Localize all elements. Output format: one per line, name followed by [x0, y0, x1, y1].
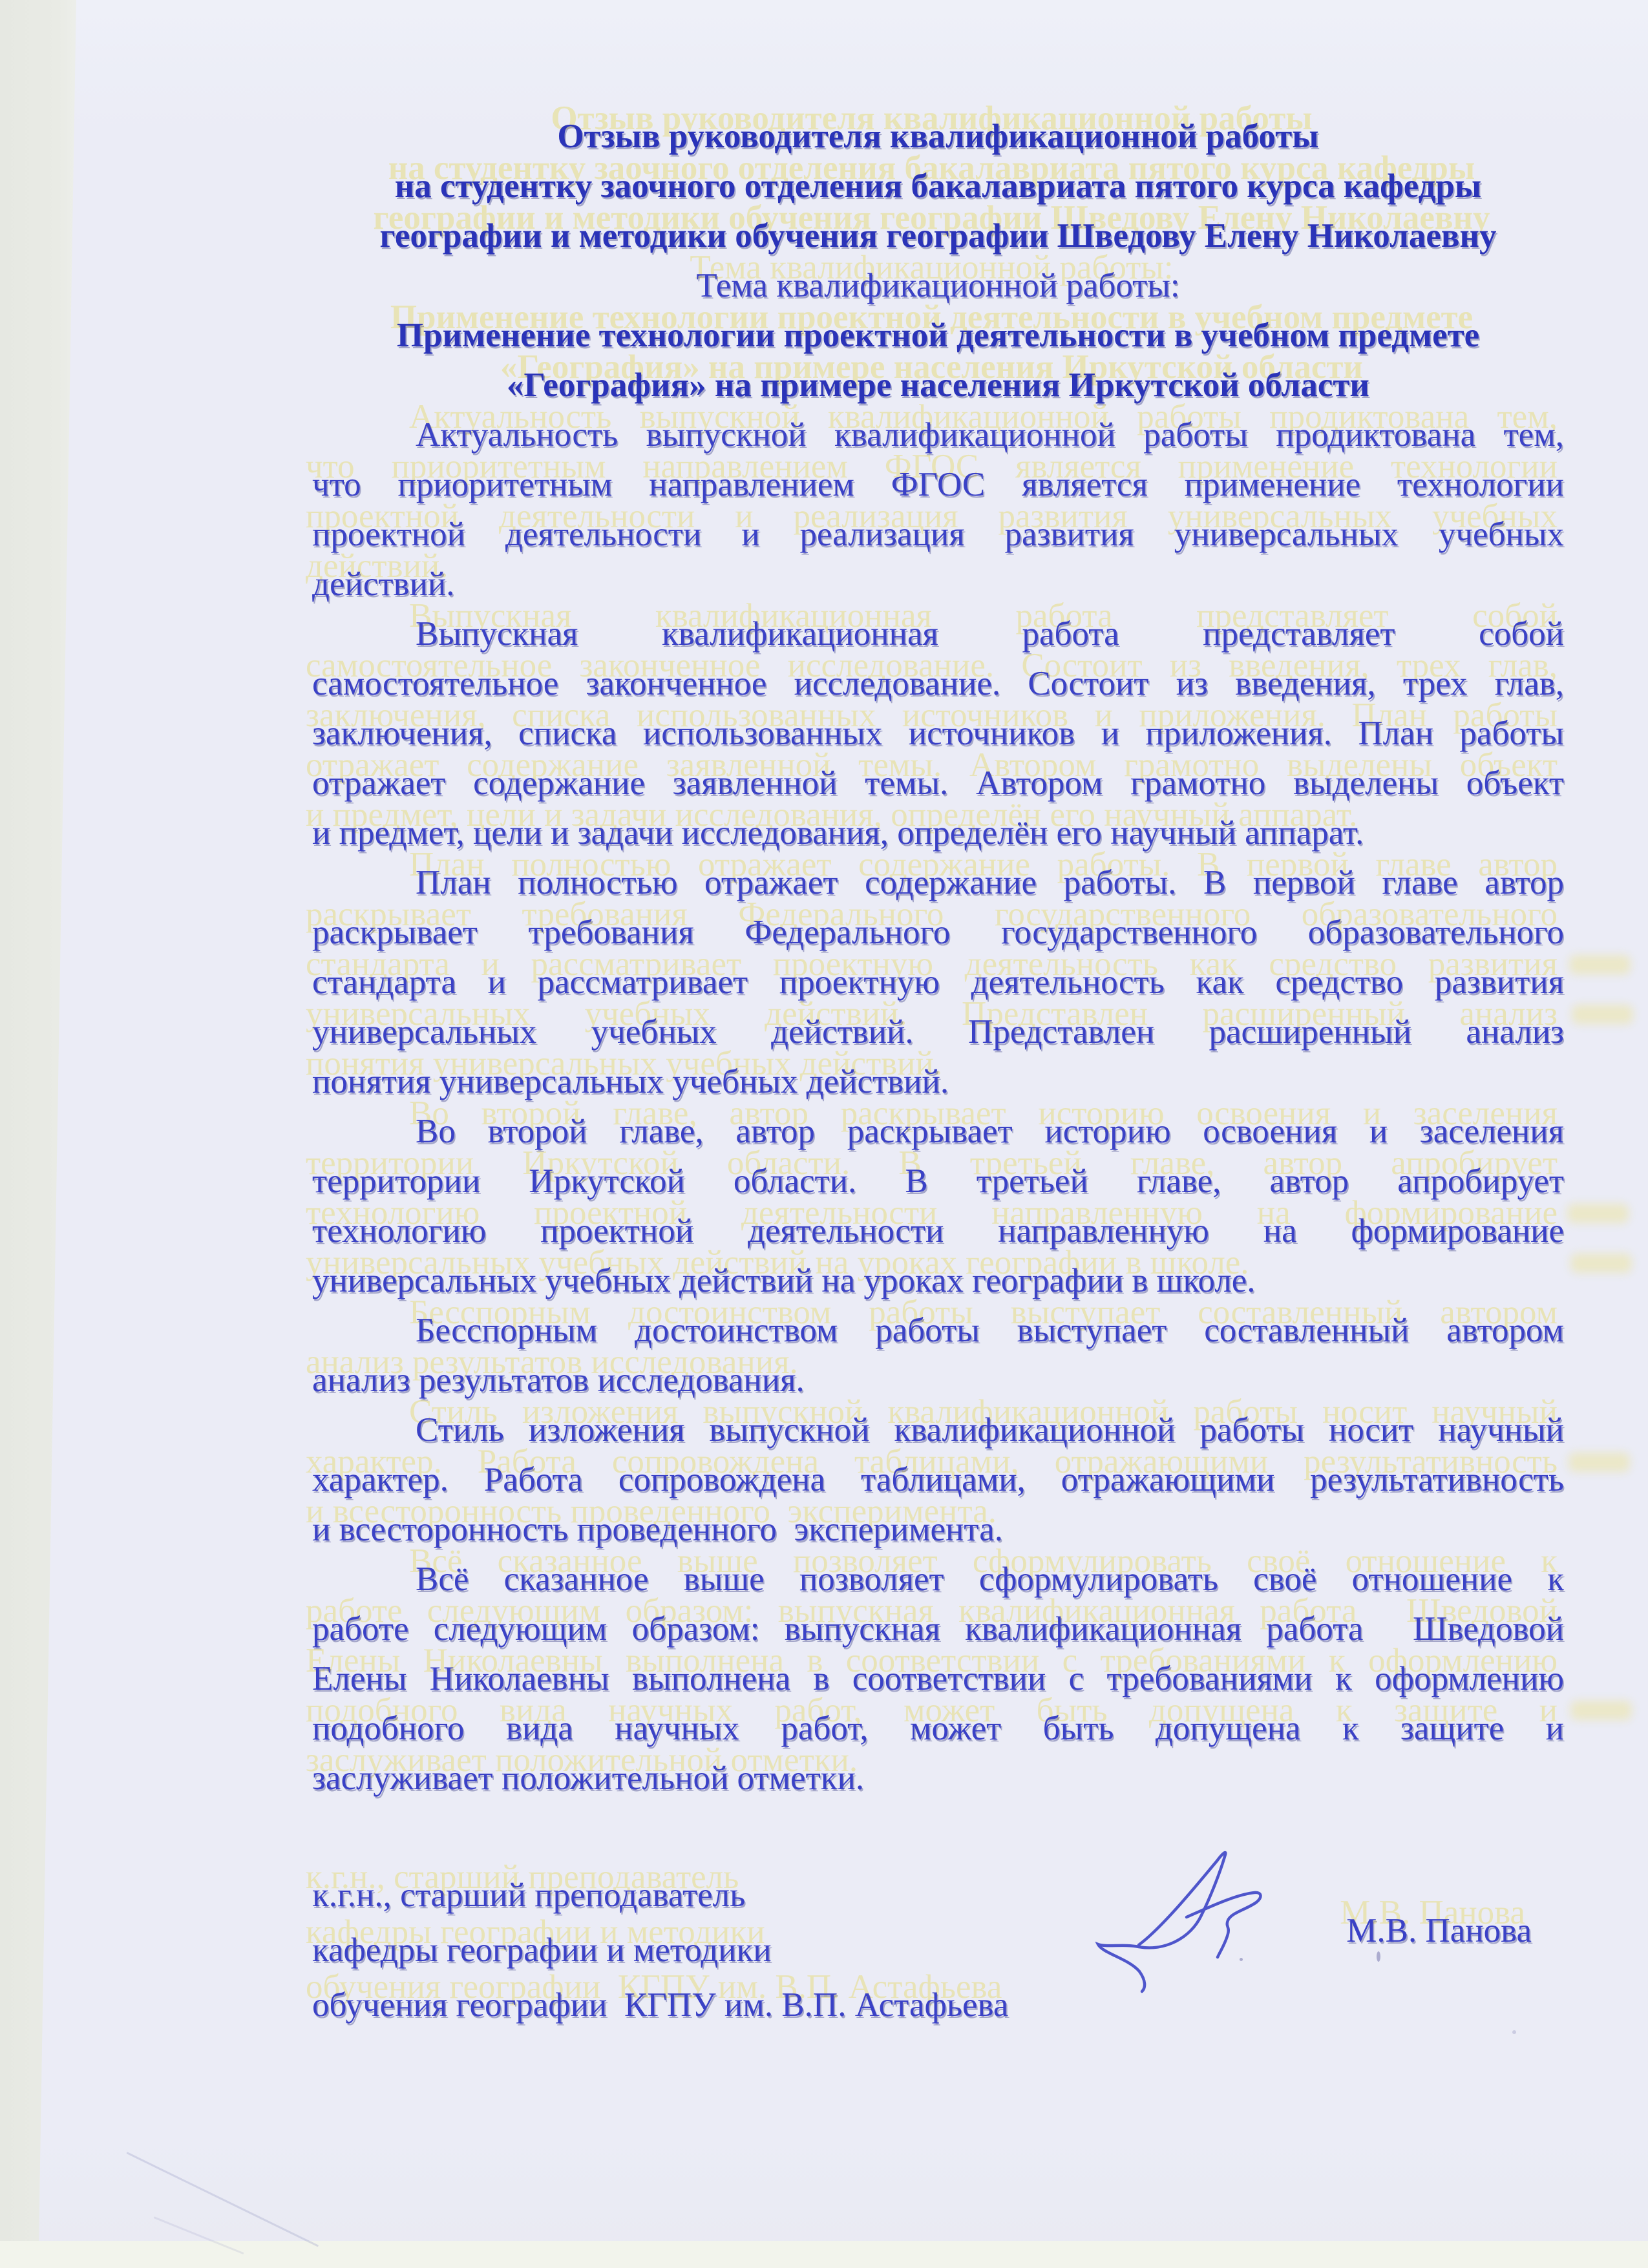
body-line: Елены Николаевны выполнена в соответствии с требованиями к оформлению: [312, 1660, 1564, 1697]
heading-line: Применение технологии проектной деятельности в учебном предмете: [396, 317, 1480, 354]
body-line: работе следующим образом: выпускная квалификационная работа Шведовой: [312, 1610, 1564, 1648]
body-line: стандарта и рассматривает проектную деятельность как средство развития: [312, 963, 1564, 1001]
body-line: универсальных учебных действий на уроках географии в школе.: [312, 1262, 1256, 1299]
body-line: отражает содержание заявленной темы. Автором грамотно выделены объект: [312, 764, 1564, 802]
scan-ghost-smudge: [1567, 1204, 1629, 1223]
body-line: Бесспорным достоинством работы выступает составленный автором: [416, 1312, 1564, 1349]
document-heading: [312, 112, 1564, 410]
scan-ghost-smudge: [1569, 1453, 1630, 1472]
body-line: анализ результатов исследования.: [312, 1361, 805, 1399]
body-line: Стиль изложения выпускной квалификационной работы носит научный: [416, 1411, 1564, 1449]
heading-line: на студентку заочного отделения бакалавриата пятого курса кафедры: [394, 167, 1482, 205]
body-line: подобного вида научных работ, может быть допущена к защите и: [312, 1710, 1564, 1747]
signature-line: кафедры географии и методики: [312, 1931, 772, 1969]
scan-ghost-smudge: [1570, 1701, 1632, 1720]
signer-name: М.В. Панова: [1346, 1912, 1532, 1949]
scan-ghost-smudge: [1572, 1005, 1633, 1024]
body-line: проектной деятельности и реализация развития универсальных учебных: [312, 516, 1564, 553]
body-line: План полностью отражает содержание работы. В первой главе автор: [416, 864, 1564, 901]
document-text-block: [312, 0, 1564, 1803]
scanner-edge-strip: [0, 0, 84, 2241]
document-body: [312, 410, 1564, 1803]
body-line: понятия универсальных учебных действий.: [312, 1063, 949, 1100]
scan-ghost-smudge: [1570, 1254, 1632, 1273]
ink-speck: [1512, 2030, 1516, 2034]
heading-line: Отзыв руководителя квалификационной работы: [557, 118, 1319, 155]
scanner-bottom-strip: [0, 2241, 1648, 2268]
signature-line: к.г.н., старший преподаватель: [312, 1876, 746, 1914]
handwritten-signature: [1066, 1842, 1273, 2010]
body-line: Выпускная квалификационная работа представляет собой: [416, 615, 1564, 653]
body-line: Всё сказанное выше позволяет сформулировать своё отношение к: [416, 1560, 1564, 1598]
body-line: самостоятельное законченное исследование. Состоит из введения, трех глав,: [312, 665, 1564, 702]
heading-line: «География» на примере населения Иркутской области: [507, 366, 1369, 404]
heading-line: Тема квалификационной работы:: [696, 267, 1180, 304]
body-line: раскрывает требования Федерального государственного образовательного: [312, 914, 1564, 951]
ink-speck: [1240, 1958, 1243, 1961]
body-line: территории Иркутской области. В третьей главе, автор апробирует: [312, 1162, 1564, 1200]
body-line: и предмет, цели и задачи исследования, определён его научный аппарат.: [312, 814, 1364, 852]
body-line: что приоритетным направлением ФГОС является применение технологии: [312, 466, 1564, 503]
body-line: Актуальность выпускной квалификационной работы продиктована тем,: [416, 416, 1564, 454]
body-line: заслуживает положительной отметки.: [312, 1759, 865, 1797]
body-line: действий.: [312, 565, 455, 603]
ink-speck: [1377, 1951, 1380, 1962]
body-line: Во второй главе, автор раскрывает историю освоения и заселения: [416, 1113, 1564, 1150]
body-line: заключения, списка использованных источников и приложения. План работы: [312, 715, 1564, 752]
body-line: и всесторонность проведенного эксперимента.: [312, 1511, 1003, 1548]
paper-crease: [126, 2152, 319, 2247]
body-line: технологию проектной деятельности направленную на формирование: [312, 1212, 1564, 1250]
body-line: универсальных учебных действий. Представлен расширенный анализ: [312, 1013, 1564, 1051]
scan-ghost-smudge: [1569, 955, 1631, 974]
heading-line: географии и методики обучения географии Шведову Елену Николаевну: [379, 217, 1497, 255]
signature-line: обучения географии КГПУ им. В.П. Астафьева: [312, 1986, 1009, 2024]
body-line: характер. Работа сопровождена таблицами, отражающими результативность: [312, 1461, 1564, 1498]
